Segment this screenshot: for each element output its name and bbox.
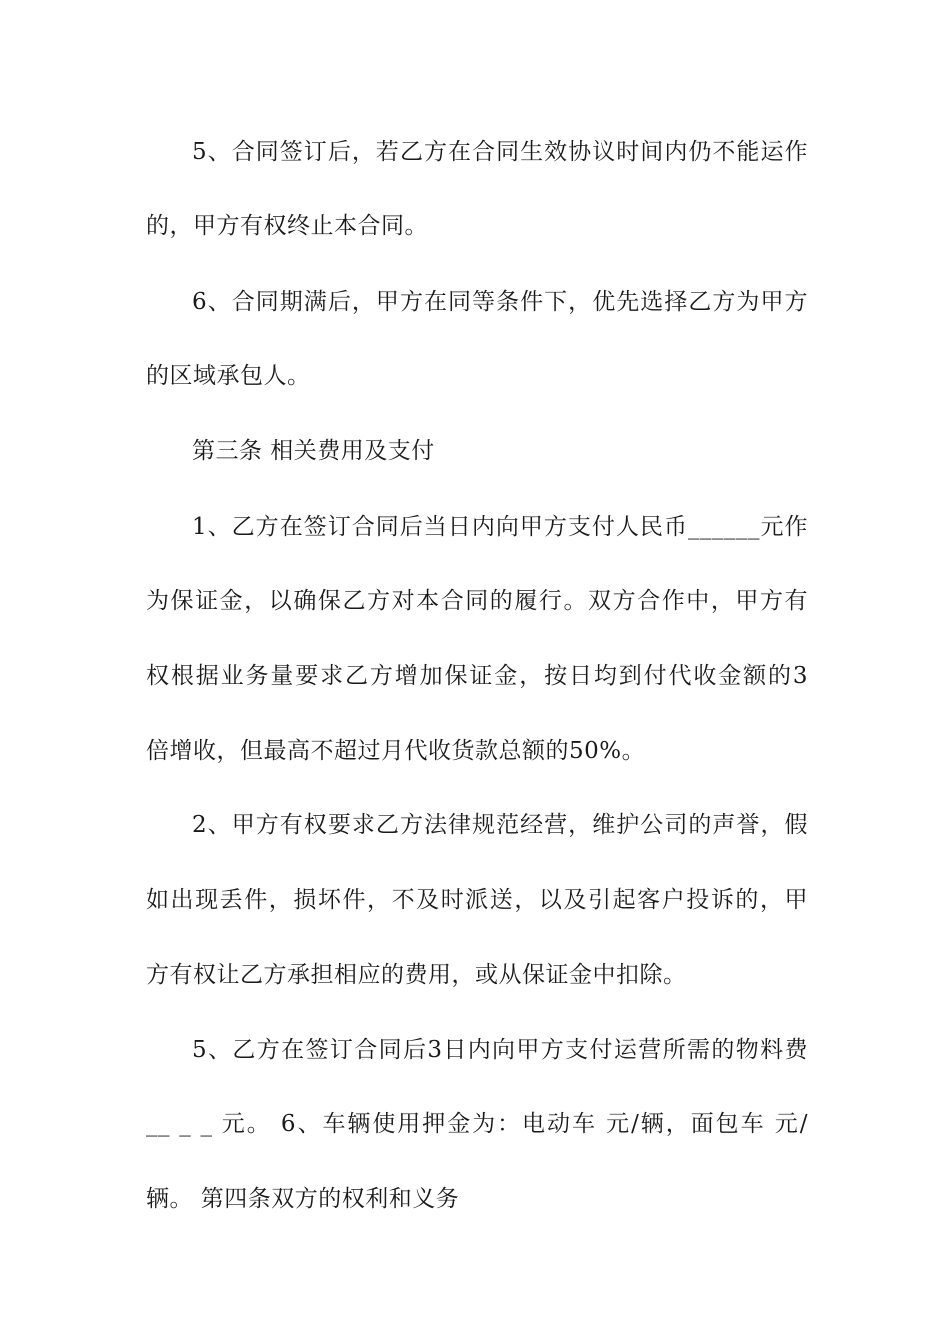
clause-6-line-1: 6、合同期满后，甲方在同等条件下，优先选择乙方为甲方	[192, 289, 808, 315]
fee-clause-1-line-1: 1、乙方在签订合同后当日内向甲方支付人民币______元作	[192, 514, 808, 540]
fee-clause-1-line-3: 权根据业务量要求乙方增加保证金，按日均到付代收金额的3	[146, 663, 808, 689]
fee-clause-2-line-1: 2、甲方有权要求乙方法律规范经营，维护公司的声誉，假	[192, 812, 808, 838]
fee-clause-1-line-4: 倍增收，但最高不超过月代收货款总额的50%。	[146, 738, 646, 764]
fee-clause-1-line-2: 为保证金，以确保乙方对本合同的履行。双方合作中，甲方有	[146, 588, 808, 614]
clause-5-line-1: 5、合同签订后，若乙方在合同生效协议时间内仍不能运作	[192, 139, 808, 165]
fee-clause-2-line-3: 方有权让乙方承担相应的费用，或从保证金中扣除。	[146, 962, 687, 988]
fee-clause-5-line-3: 辆。 第四条双方的权利和义务	[146, 1186, 460, 1212]
fee-clause-5-line-1: 5、乙方在签订合同后3日内向甲方支付运营所需的物料费	[192, 1037, 808, 1063]
clause-5-line-2: 的，甲方有权终止本合同。	[146, 213, 428, 239]
section-heading-article-3: 第三条 相关费用及支付	[192, 438, 435, 464]
fee-clause-5-line-2: __ _ _ 元。 6、车辆使用押金为：电动车 元/辆，面包车 元/	[146, 1111, 808, 1137]
clause-6-line-2: 的区域承包人。	[146, 363, 311, 389]
fee-clause-2-line-2: 如出现丢件，损坏件，不及时派送，以及引起客户投诉的，甲	[146, 887, 808, 913]
